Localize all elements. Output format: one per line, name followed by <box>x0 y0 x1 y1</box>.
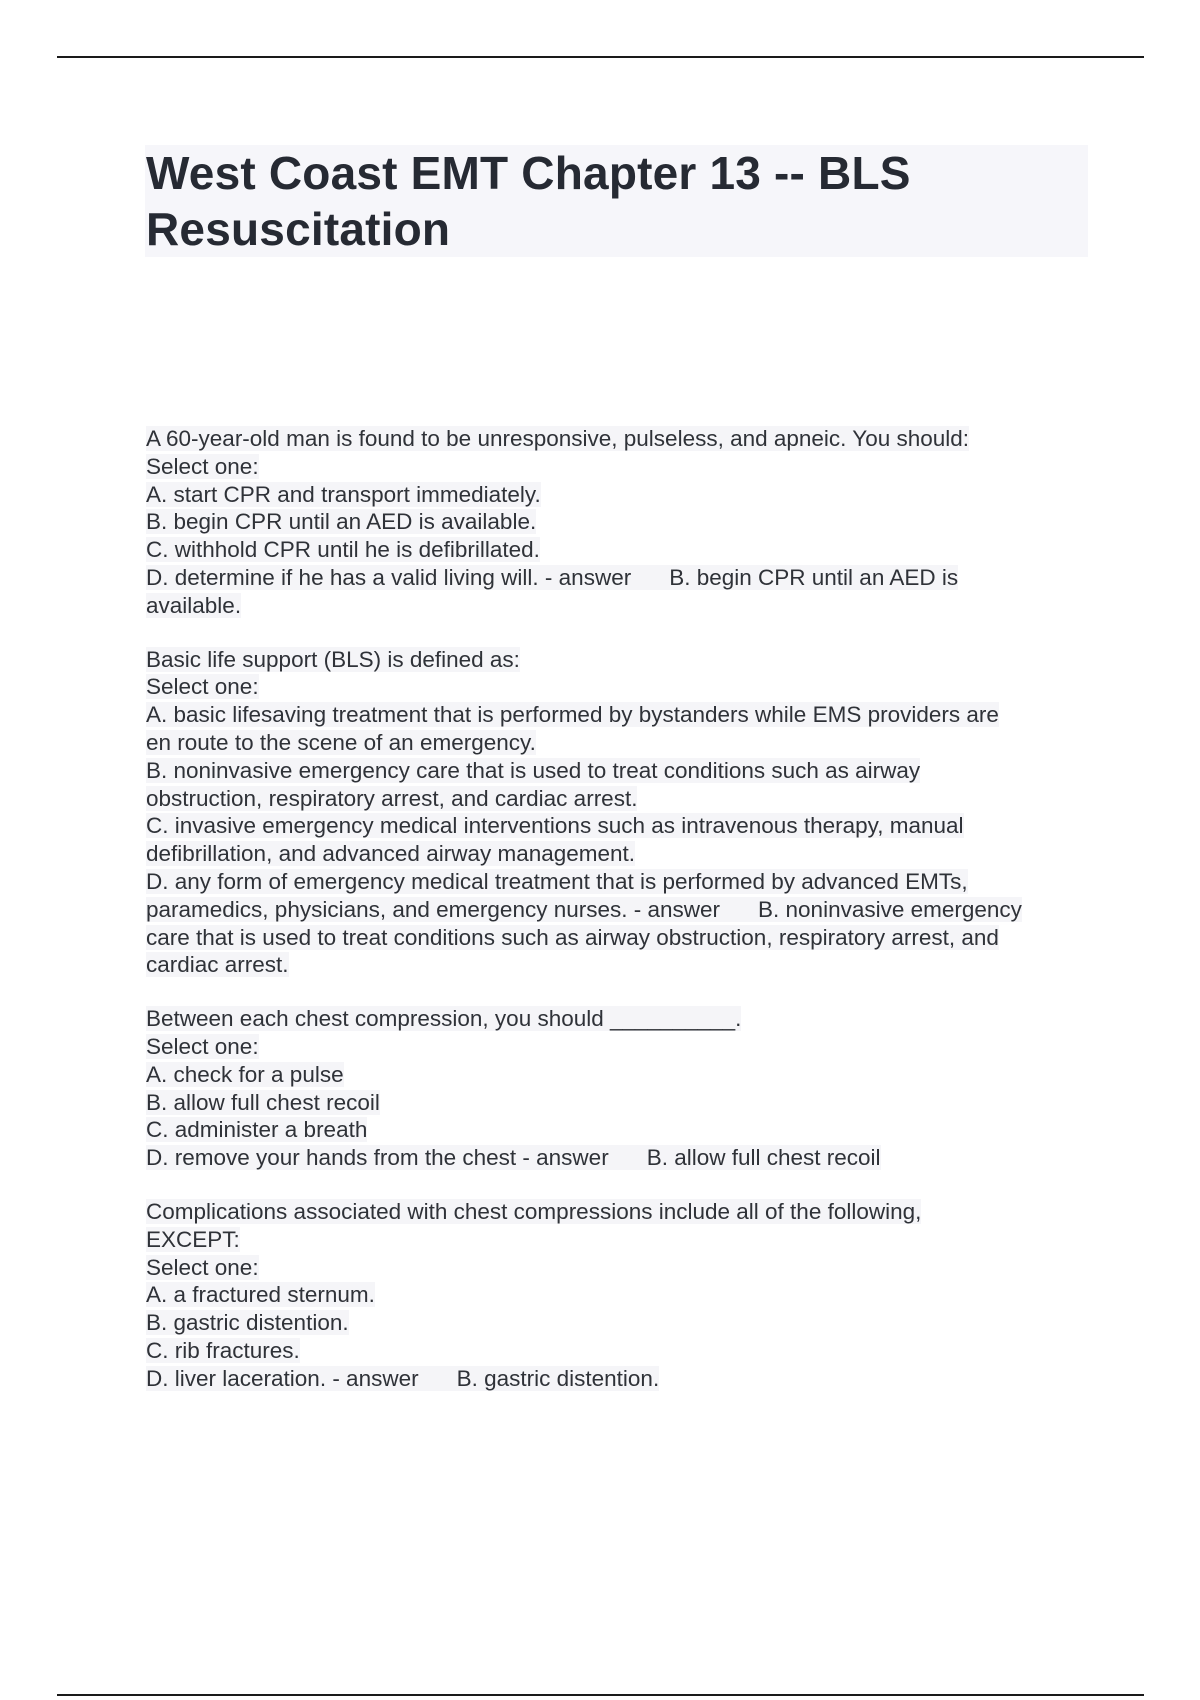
option-line: en route to the scene of an emergency. <box>146 729 536 755</box>
answer-prefix: D. remove your hands from the chest - answer <box>146 1145 609 1171</box>
answer-text: B. gastric distention. <box>456 1365 660 1391</box>
option-line: B. begin CPR until an AED is available. <box>146 509 537 535</box>
option-line: B. gastric distention. <box>146 1310 349 1336</box>
question-line: Basic life support (BLS) is defined as: <box>146 646 520 672</box>
question-3 <box>146 1005 1091 1172</box>
bottom-rule <box>57 1694 1144 1696</box>
answer-line <box>146 564 1091 592</box>
option-line: A. check for a pulse <box>146 1061 344 1087</box>
question-list <box>146 425 1091 1419</box>
option-line: obstruction, respiratory arrest, and cardiac arrest. <box>146 785 638 811</box>
answer-line <box>146 896 1091 924</box>
option-line: C. invasive emergency medical interventions such as intravenous therapy, manual <box>146 813 964 839</box>
option-line: B. noninvasive emergency care that is used to treat conditions such as airway <box>146 757 921 783</box>
option-line: defibrillation, and advanced airway management. <box>146 841 636 867</box>
page-title: West Coast EMT Chapter 13 -- BLS Resuscitation <box>146 147 911 255</box>
option-line: D. any form of emergency medical treatment that is performed by advanced EMTs, <box>146 868 968 894</box>
answer-line <box>146 1144 1091 1172</box>
answer-prefix: D. determine if he has a valid living will. - answer <box>146 564 632 590</box>
question-line: Between each chest compression, you should __________. <box>146 1006 742 1032</box>
option-line: C. administer a breath <box>146 1117 368 1143</box>
question-4 <box>146 1198 1091 1393</box>
question-line: EXCEPT: <box>146 1226 240 1252</box>
question-line: Select one: <box>146 1254 259 1280</box>
question-line: Complications associated with chest compressions include all of the following, <box>146 1198 922 1224</box>
question-line: Select one: <box>146 674 259 700</box>
answer-continuation: care that is used to treat conditions such as airway obstruction, respiratory arrest, and <box>146 924 999 950</box>
question-line: Select one: <box>146 1033 259 1059</box>
option-line: A. a fractured sternum. <box>146 1282 375 1308</box>
option-line: A. start CPR and transport immediately. <box>146 481 541 507</box>
option-line: B. allow full chest recoil <box>146 1089 380 1115</box>
question-line: A 60-year-old man is found to be unresponsive, pulseless, and apneic. You should: <box>146 426 970 451</box>
answer-prefix: paramedics, physicians, and emergency nurses. - answer <box>146 896 721 922</box>
top-rule <box>57 56 1144 58</box>
answer-continuation: cardiac arrest. <box>146 952 289 978</box>
answer-text: B. noninvasive emergency <box>758 896 1022 922</box>
answer-text: B. begin CPR until an AED is <box>669 564 959 590</box>
option-line: C. rib fractures. <box>146 1337 300 1363</box>
question-line: Select one: <box>146 453 259 479</box>
answer-text: B. allow full chest recoil <box>646 1145 881 1171</box>
answer-continuation: available. <box>146 592 242 618</box>
answer-prefix: D. liver laceration. - answer <box>146 1365 419 1391</box>
option-line: A. basic lifesaving treatment that is performed by bystanders while EMS providers are <box>146 702 999 728</box>
answer-line <box>146 1365 1091 1393</box>
option-line: C. withhold CPR until he is defibrillated. <box>146 537 540 563</box>
question-2 <box>146 646 1091 980</box>
question-1 <box>146 425 1091 620</box>
